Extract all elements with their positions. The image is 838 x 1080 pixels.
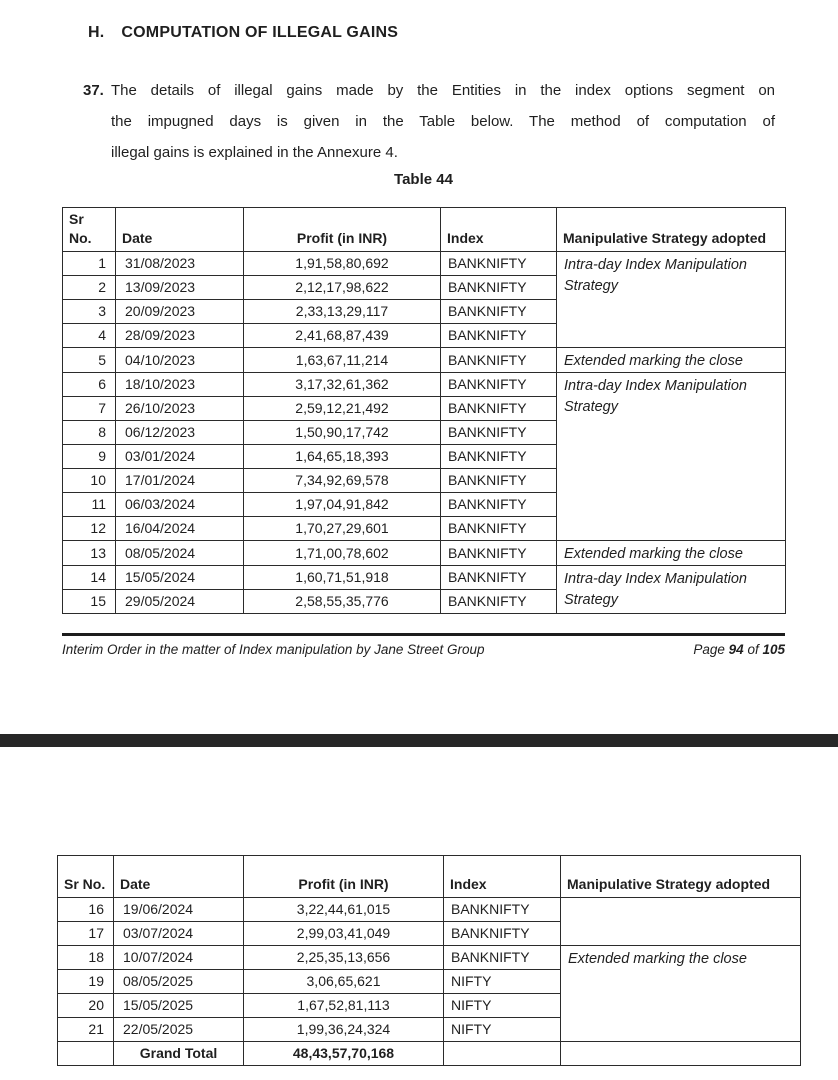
profit-cell: 2,59,12,21,492	[244, 397, 441, 421]
index-cell: BANKNIFTY	[441, 469, 557, 493]
date-cell: 19/06/2024	[114, 898, 244, 922]
date-cell: 20/09/2023	[116, 300, 244, 324]
table-row	[63, 252, 786, 276]
date-cell: 08/05/2025	[114, 970, 244, 994]
illegal-gains-table-page2	[57, 855, 801, 1066]
grand-total-row	[58, 1042, 801, 1066]
index-cell: BANKNIFTY	[444, 946, 561, 970]
date-cell: 16/04/2024	[116, 517, 244, 541]
profit-cell: 2,12,17,98,622	[244, 276, 441, 300]
col-header-strategy: Manipulative Strategy adopted	[557, 208, 786, 252]
index-cell: BANKNIFTY	[441, 566, 557, 590]
sr-cell: 12	[63, 517, 116, 541]
profit-cell: 1,70,27,29,601	[244, 517, 441, 541]
footer-page-indicator	[693, 642, 785, 657]
index-cell: BANKNIFTY	[441, 493, 557, 517]
strategy-cell: Intra-day Index Manipulation Strategy	[557, 566, 786, 614]
index-cell: BANKNIFTY	[441, 445, 557, 469]
strategy-cell	[561, 1042, 801, 1066]
col-header-profit: Profit (in INR)	[244, 856, 444, 898]
paragraph-line: the impugned days is given in the Table below. The method of computation of	[111, 113, 775, 130]
table-row	[63, 541, 786, 566]
date-cell: 31/08/2023	[116, 252, 244, 276]
index-cell: BANKNIFTY	[444, 922, 561, 946]
sr-cell: 20	[58, 994, 114, 1018]
index-cell: BANKNIFTY	[441, 252, 557, 276]
footer-page-label: Page	[693, 642, 725, 657]
profit-cell: 2,99,03,41,049	[244, 922, 444, 946]
date-cell: 26/10/2023	[116, 397, 244, 421]
header-row	[58, 856, 801, 898]
index-cell: BANKNIFTY	[444, 898, 561, 922]
col-header-sr: Sr No.	[63, 208, 116, 252]
sr-cell: 1	[63, 252, 116, 276]
grand-total-value-cell: 48,43,57,70,168	[244, 1042, 444, 1066]
sr-cell: 10	[63, 469, 116, 493]
date-cell: 29/05/2024	[116, 590, 244, 614]
strategy-cell: Intra-day Index Manipulation Strategy	[557, 373, 786, 541]
strategy-cell	[561, 898, 801, 946]
date-cell: 06/12/2023	[116, 421, 244, 445]
sr-cell: 5	[63, 348, 116, 373]
profit-cell: 1,60,71,51,918	[244, 566, 441, 590]
profit-cell: 3,22,44,61,015	[244, 898, 444, 922]
date-cell: 22/05/2025	[114, 1018, 244, 1042]
sr-cell: 6	[63, 373, 116, 397]
col-header-profit: Profit (in INR)	[244, 208, 441, 252]
profit-cell: 1,67,52,81,113	[244, 994, 444, 1018]
date-cell: 04/10/2023	[116, 348, 244, 373]
sr-cell: 17	[58, 922, 114, 946]
date-cell: 17/01/2024	[116, 469, 244, 493]
illegal-gains-table-page1	[62, 207, 786, 614]
sr-cell: 9	[63, 445, 116, 469]
table-row	[58, 898, 801, 922]
sr-cell: 21	[58, 1018, 114, 1042]
profit-cell: 3,06,65,621	[244, 970, 444, 994]
strategy-cell: Extended marking the close	[557, 541, 786, 566]
date-cell: 03/07/2024	[114, 922, 244, 946]
col-header-index: Index	[441, 208, 557, 252]
date-cell: 08/05/2024	[116, 541, 244, 566]
index-cell: NIFTY	[444, 970, 561, 994]
sr-cell: 8	[63, 421, 116, 445]
section-title: COMPUTATION OF ILLEGAL GAINS	[121, 24, 399, 41]
strategy-cell: Intra-day Index Manipulation Strategy	[557, 252, 786, 348]
profit-cell: 2,25,35,13,656	[244, 946, 444, 970]
footer-of-label: of	[747, 642, 759, 657]
paragraph-body	[111, 75, 775, 168]
profit-cell: 1,71,00,78,602	[244, 541, 441, 566]
date-cell: 10/07/2024	[114, 946, 244, 970]
table-caption: Table 44	[394, 171, 453, 188]
col-header-date: Date	[114, 856, 244, 898]
profit-cell: 1,97,04,91,842	[244, 493, 441, 517]
footer-title: Interim Order in the matter of Index manipulation by Jane Street Group	[62, 642, 485, 657]
sr-cell: 11	[63, 493, 116, 517]
date-cell: 06/03/2024	[116, 493, 244, 517]
profit-cell: 1,99,36,24,324	[244, 1018, 444, 1042]
index-cell: BANKNIFTY	[441, 324, 557, 348]
profit-cell: 1,64,65,18,393	[244, 445, 441, 469]
grand-total-label-cell: Grand Total	[114, 1042, 244, 1066]
footer-page-number: 94	[728, 642, 744, 657]
date-cell: 13/09/2023	[116, 276, 244, 300]
date-cell: 03/01/2024	[116, 445, 244, 469]
index-cell: NIFTY	[444, 1018, 561, 1042]
index-cell: BANKNIFTY	[441, 397, 557, 421]
index-cell: NIFTY	[444, 994, 561, 1018]
profit-cell: 1,50,90,17,742	[244, 421, 441, 445]
col-header-index: Index	[444, 856, 561, 898]
col-header-sr: Sr No.	[58, 856, 114, 898]
sr-cell: 14	[63, 566, 116, 590]
profit-cell: 2,33,13,29,117	[244, 300, 441, 324]
index-cell: BANKNIFTY	[441, 373, 557, 397]
sr-cell: 16	[58, 898, 114, 922]
paragraph-number: 37.	[83, 82, 104, 99]
profit-cell: 2,41,68,87,439	[244, 324, 441, 348]
sr-cell: 4	[63, 324, 116, 348]
profit-cell: 1,63,67,11,214	[244, 348, 441, 373]
sr-cell: 13	[63, 541, 116, 566]
footer-page-total: 105	[762, 642, 785, 657]
strategy-cell: Extended marking the close	[561, 946, 801, 1042]
index-cell: BANKNIFTY	[441, 517, 557, 541]
index-cell: BANKNIFTY	[441, 300, 557, 324]
strategy-cell: Extended marking the close	[557, 348, 786, 373]
col-header-date: Date	[116, 208, 244, 252]
profit-cell: 7,34,92,69,578	[244, 469, 441, 493]
index-cell: BANKNIFTY	[441, 348, 557, 373]
table-row	[58, 946, 801, 970]
sr-cell: 15	[63, 590, 116, 614]
section-letter: H.	[88, 24, 105, 41]
col-header-strategy: Manipulative Strategy adopted	[561, 856, 801, 898]
profit-cell: 3,17,32,61,362	[244, 373, 441, 397]
index-cell: BANKNIFTY	[441, 590, 557, 614]
paragraph-line: The details of illegal gains made by the Entities in the index options segment on	[111, 82, 775, 99]
profit-cell: 1,91,58,80,692	[244, 252, 441, 276]
index-cell: BANKNIFTY	[441, 541, 557, 566]
sr-cell: 7	[63, 397, 116, 421]
index-cell	[444, 1042, 561, 1066]
profit-cell: 2,58,55,35,776	[244, 590, 441, 614]
sr-cell: 18	[58, 946, 114, 970]
table-row	[63, 373, 786, 397]
table-row	[63, 566, 786, 590]
header-row	[63, 208, 786, 252]
date-cell: 15/05/2025	[114, 994, 244, 1018]
page-break-band	[0, 734, 838, 747]
index-cell: BANKNIFTY	[441, 421, 557, 445]
sr-cell	[58, 1042, 114, 1066]
date-cell: 18/10/2023	[116, 373, 244, 397]
sr-cell: 3	[63, 300, 116, 324]
paragraph-37	[83, 75, 775, 168]
index-cell: BANKNIFTY	[441, 276, 557, 300]
section-heading	[88, 24, 398, 42]
date-cell: 28/09/2023	[116, 324, 244, 348]
page-footer	[62, 633, 785, 657]
date-cell: 15/05/2024	[116, 566, 244, 590]
paragraph-line: illegal gains is explained in the Annexure 4.	[111, 144, 398, 161]
table-row	[63, 348, 786, 373]
sr-cell: 2	[63, 276, 116, 300]
sr-cell: 19	[58, 970, 114, 994]
